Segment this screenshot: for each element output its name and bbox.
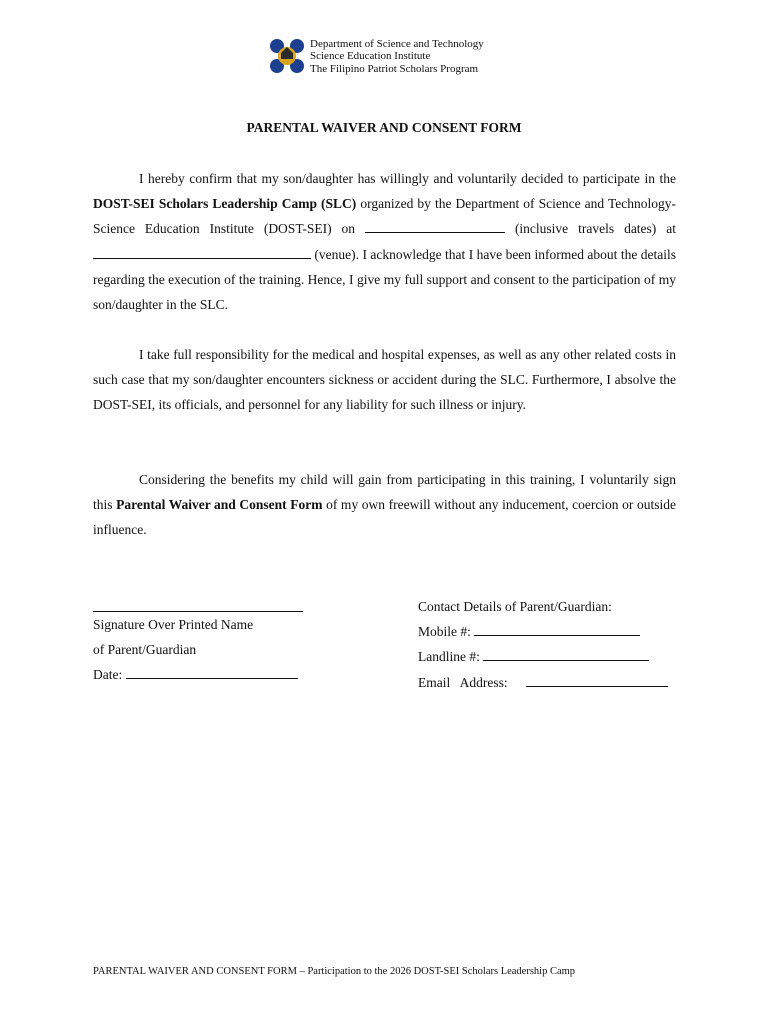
org-line-1: Department of Science and Technology [310,38,484,50]
paragraph-confirmation [93,166,676,317]
p3-bold-form-name: Parental Waiver and Consent Form [116,497,323,513]
mobile-blank[interactable] [474,622,640,636]
org-line-2: Science Education Institute [310,50,431,63]
date-blank[interactable] [126,665,298,679]
p1-text-b: organized by the Department of Science and Technology-Science Education Institute (DOST-SEI) on [93,196,677,237]
p3-text-a: Considering the benefits my child will gain from participating in this training, I voluntarily sign this [93,472,676,513]
signature-line[interactable] [93,594,303,612]
venue-blank[interactable] [93,245,311,259]
email-label: Email Address: [418,674,508,690]
p1-text-d: (venue). I acknowledge that I have been informed about the details regarding the execution of the training. Hence, I give my full support and consent to the participation of my son/daughter in the SLC. [93,246,676,313]
p1-text-c: (inclusive travels dates) at [504,221,677,237]
contact-block [418,594,668,695]
footer-text: – Participation to the 2026 DOST-SEI Scholars Leadership Camp [296,966,576,977]
dost-logo-icon [268,37,306,75]
landline-blank[interactable] [483,647,649,661]
date-label: Date: [93,667,123,683]
form-title: PARENTAL WAIVER AND CONSENT FORM [246,120,522,135]
landline-label: Landline #: [418,649,480,665]
p1-bold-camp-name: DOST-SEI Scholars Leadership Camp (SLC) [93,196,357,212]
travel-dates-blank[interactable] [365,219,505,233]
paragraph-voluntary-signing [93,467,676,543]
signature-label-2: of Parent/Guardian [93,642,197,658]
p1-text-a: I hereby confirm that my son/daughter has willingly and voluntarily decided to participate in the [139,171,676,186]
signature-block [93,594,303,688]
paragraph-responsibility [93,342,676,418]
organization-name [310,38,484,75]
email-blank[interactable] [526,673,668,687]
org-line-3: The Filipino Patriot Scholars Program [310,62,479,75]
signature-label: Signature Over Printed Name [93,617,254,632]
contact-heading: Contact Details of Parent/Guardian: [418,599,612,614]
p3-text-b: of my own freewill without any inducement, coercion or outside influence. [93,497,676,538]
mobile-label: Mobile #: [418,624,471,640]
footer-title: PARENTAL WAIVER AND CONSENT FORM [93,966,297,977]
page-footer [93,966,575,977]
p2-text: I take full responsibility for the medical and hospital expenses, as well as any other related costs in such case that my son/daughter encounters sickness or accident during the SLC. Furthermore, I absolve the DOST-SEI, its officials, and personnel for any liability for such illness or injury. [93,347,676,413]
